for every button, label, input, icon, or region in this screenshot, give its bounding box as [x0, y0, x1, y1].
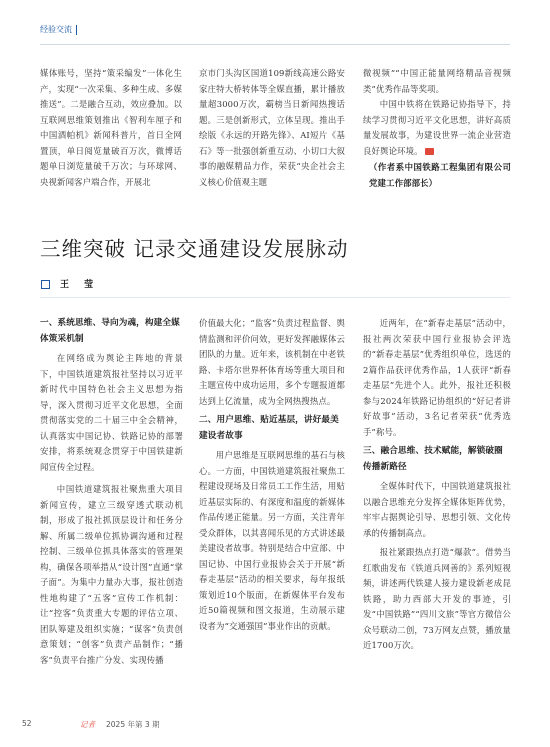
top-column-2 [199, 66, 345, 190]
section-divider [76, 25, 77, 35]
paragraph: 价值最大化；“监客”负责过程监督、舆情监测和评价问效，更好发挥融媒体云团队的力量。近年来，该机制在中老铁路、卡塔尔世界杯体育场等重大项目和主题宣传中成功运用，多个专题报道都达到上亿流量，成为全网热搜热点。 [199, 318, 345, 406]
issue-label: 2025 年第 3 期 [106, 720, 160, 729]
top-column-3 [363, 66, 511, 191]
paragraph [363, 97, 511, 159]
paragraph: 京市门头沟区国道109新线高速公路安家庄特大桥转体等全媒直播，累计播放量超3000万次，霸榜当日新闻热搜话题。三是创新形式，立体呈现。推出手绘版《永远的开路先锋》、AI短片《基石》等一批强创新重互动、小切口大叙事的融媒精品力作，荣获“央企社会主义核心价值观主题 [199, 68, 345, 187]
author-note: （作者系中国铁路工程集团有限公司党建工作部部长） [369, 162, 511, 188]
section-heading: 一、系统思维、导向为魂，构建全媒体策采机制 [40, 318, 180, 344]
page-number: 52 [22, 719, 32, 728]
top-column-1 [40, 66, 182, 190]
body-column-3 [363, 316, 511, 654]
section-heading: 三、融合思维、技术赋能，解锁破圈传播新路径 [363, 446, 503, 472]
paragraph: 报社紧跟热点打造“爆款”。借势当红歌曲发布《铁道兵网善的》系列短视频，讲述两代铁建人接力建设新老成昆铁路，助力西部大开发的事迹，引发“中国铁路”“四川文旅”等官方微信公众号联动二创，73万网友点赞，播放量近1700万次。 [363, 547, 511, 650]
paragraph: 全媒体时代下，中国铁道建筑报社以融合思维充分发挥全媒体矩阵优势，牢牢占据舆论引导、思想引领、文化传承的传播制高点。 [363, 481, 511, 538]
paragraph: 媒体账号，坚持“策采编发”一体化生产，实现“一次采集、多种生成、多媒推送”。二是融合互动，效应叠加。以互联网思维策划推出《智利车厘子和中国酒帕机》新闻科普片，首日全网置顶，单日阅览量破百万次，微博话题单日浏览量破千万次；与环球网、央视新闻客户端合作，开展北 [40, 68, 182, 187]
end-mark-icon [425, 148, 434, 155]
title-rule [40, 297, 510, 298]
paragraph-text: 中国中铁将在铁路记协指导下，持续学习贯彻习近平文化思想，讲好高质量发展故事，为建设世界一流企业营造良好舆论环境。 [363, 99, 511, 156]
section-heading: 二、用户思维、贴近基层，讲好最美建设者故事 [199, 415, 339, 441]
magazine-name: 记者 [80, 720, 95, 729]
section-label: 经验交流 [40, 25, 72, 34]
paragraph: 中国铁道建筑报社聚焦重大项目新闻宣传，建立三级穿透式联动机制，形成了报社抓顶层设计和任务分解、所属二级单位抓协调沟通和过程控制、三级单位抓具体落实的管理架构，确保各项举措从“设计图”直通“掌子面”。为集中力量办大事，报社创造性地构建了“五客”宣传工作机制：让“控客”负责重大专题的评估立项、团队筹建及组织实施；“谋客”负责创意策划；“创客”负责产品制作；“播客”负责平台推广分发、实现传播 [40, 484, 183, 665]
byline-square-icon [41, 280, 50, 289]
paragraph: 在网络成为舆论主阵地的背景下，中国铁道建筑报社坚持以习近平新时代中国特色社会主义思想为指导，深入贯彻习近平文化思想，全面贯彻落实党的二十届三中全会精神，认真落实中国记协、铁路记协的部署安排，将系统观念贯穿于中国铁建新闻宣传全过程。 [40, 353, 183, 472]
body-column-2 [199, 316, 345, 634]
author: 王 莹 [60, 280, 100, 290]
paragraph: 近两年，在“新春走基层”活动中，报社两次荣获中国行业报协会评选的“新春走基层”优秀组织单位，选送的2篇作品获评优秀作品，1人获评“新春走基层”先进个人。此外，报社还积极参与2024年铁路记协组织的“好记者讲好故事”活动，3名记者荣获“优秀选手”称号。 [363, 318, 511, 437]
article-title: 三维突破 记录交通建设发展脉动 [40, 237, 349, 261]
paragraph: 用户思维是互联网思维的基石与核心。一方面，中国铁道建筑报社聚焦工程建设现场及日常员工工作生活，用贴近基层实际的、有深度和温度的新媒体作品传递正能量。另一方面，关注青年受众群体，以其喜闻乐见的方式讲述最美建设者故事。特别是结合中宣部、中国记协、中国行业报协会关于开展“新春走基层”活动的相关要求，每年报纸策划近10个版面，在新媒体平台发布近50篇视频和图文报道，生动展示建设者为“交通强国”事业作出的贡献。 [199, 450, 345, 631]
paragraph: 微视频”“中国正能量网络精品音视频类”优秀作品等奖项。 [363, 68, 511, 94]
body-column-1 [40, 316, 183, 668]
header-rule [40, 44, 510, 45]
